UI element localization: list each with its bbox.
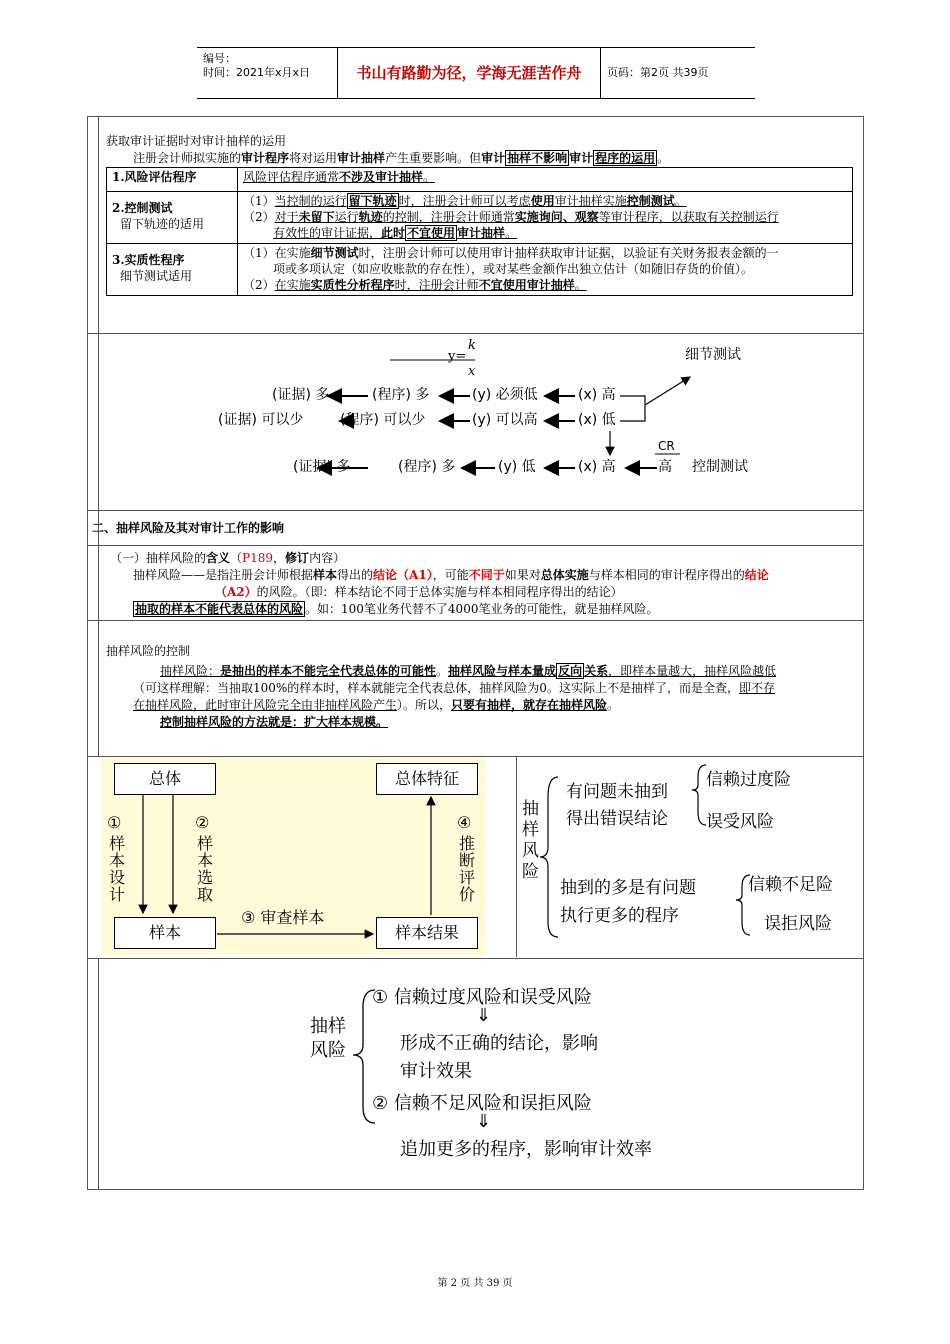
table-row	[107, 244, 853, 296]
s2-p4: 抽取的样本不能代表总体的风险 。如：100笔业务代替不了4000笔业务的可能性，就是抽样风险。	[135, 602, 659, 616]
divider	[87, 545, 864, 546]
step1-num: ①	[107, 813, 122, 832]
r3-procedure: (程序) 多	[398, 459, 456, 475]
formula-y: y=	[448, 349, 467, 364]
r1-x: (x) 高	[578, 387, 616, 403]
r2-procedure: (程序) 可以少	[340, 412, 426, 428]
row-sub: 细节测试适用	[120, 269, 193, 283]
brace-root: 抽样风险	[522, 799, 539, 882]
r3-y: (y) 低	[498, 459, 536, 475]
procedure-table	[106, 167, 853, 296]
branch-b2: 执行更多的程序	[560, 906, 679, 926]
header-time: 时间：2021年x月x日	[203, 66, 311, 79]
branch-b1: 抽到的多是有问题	[560, 878, 696, 898]
cr-high: 高	[658, 459, 672, 475]
s3-l1: 抽样风险：是抽出的样本不能完全代表总体的可能性。抽样风险与样本量成 反向 关系，即样本量越大，抽样风险越低	[160, 664, 777, 678]
branch-a4: 误受风险	[706, 812, 774, 832]
step4-label: 推断评价	[459, 834, 476, 904]
s2-p2: 抽样风险——是指注册会计师根据样本得出的结论（A1），可能不同于如果对总体实施与样本相同的审计程序得出的结论	[133, 568, 769, 582]
page-footer: 第 2 页 共 39 页	[437, 1278, 513, 1289]
page-header	[197, 47, 755, 99]
item-1: ① 信赖过度风险和误受风险	[372, 987, 592, 1008]
branch-a1: 有问题未抽到	[566, 782, 668, 802]
header-info	[197, 48, 337, 98]
row-text: （1）在实施细节测试时，注册会计师可以使用审计抽样获取审计证据，以验证有关财务报表金额的一 项或多项认定（如应收账款的存在性），或对某些金额作出独立估计（如随旧存货的价值）。 （2）在实施实质性分析程序时，注册会计师不宜使用审计抽样。	[238, 244, 853, 296]
arrow-1: ⇓	[476, 1005, 492, 1026]
item-1-result: 形成不正确的结论，影响	[400, 1033, 598, 1054]
r2-x: (x) 低	[578, 412, 616, 428]
row-label: 1.风险评估程序	[112, 170, 197, 184]
control-test-label: 控制测试	[692, 459, 748, 475]
item-1-result-2: 审计效果	[400, 1061, 472, 1082]
detail-test-label: 细节测试	[685, 347, 741, 363]
r1-evidence: (证据) 多	[272, 387, 330, 403]
step2-num: ②	[195, 813, 210, 832]
header-page: 页码：第2页 共39页	[607, 66, 709, 79]
r2-y: (y) 可以高	[472, 412, 538, 428]
item-2-result: 追加更多的程序，影响审计效率	[400, 1139, 652, 1160]
arrow-2: ⇓	[476, 1111, 492, 1132]
brace2-root-2: 风险	[310, 1040, 346, 1061]
r2-evidence: (证据) 可以少	[218, 412, 304, 428]
branch-a2: 得出错误结论	[566, 809, 668, 829]
divider	[87, 333, 864, 334]
header-motto: 书山有路勤为径，学海无涯苦作舟	[337, 48, 601, 98]
s2-p1: （一）抽样风险的含义（P189，修订内容）	[110, 551, 346, 565]
sample-box: 样本	[114, 917, 216, 949]
divider	[87, 510, 864, 511]
left-margin-line-2	[98, 958, 99, 1190]
s2-p3: （A2）的风险。（即：样本结论不同于总体实施与样本相同程序得出的结论）	[215, 585, 623, 599]
population-box: 总体	[114, 763, 216, 795]
branch-b4: 误拒风险	[764, 914, 832, 934]
risk-evidence-diagram	[200, 335, 820, 507]
step1-label: 样本设计	[109, 834, 126, 904]
section-title: 获取审计证据时对审计抽样的运用	[106, 134, 287, 148]
r1-procedure: (程序) 多	[372, 387, 430, 403]
row-text: 风险评估程序通常不涉及审计抽样。	[238, 168, 853, 192]
table-row	[107, 168, 853, 192]
header-number: 编号：	[203, 52, 236, 65]
section2-title: 二、抽样风险及其对审计工作的影响	[92, 521, 285, 535]
section3-title: 抽样风险的控制	[106, 644, 191, 658]
divider-v	[516, 757, 517, 957]
brace2-root-1: 抽样	[310, 1016, 346, 1037]
s3-l3: 在抽样风险，此时审计风险完全由非抽样风险产生）。所以，只要有抽样，就存在抽样风险。	[133, 698, 620, 712]
cr-label: CR	[658, 439, 675, 453]
row-sub: 留下轨迹的适用	[120, 217, 205, 231]
result-box: 样本结果	[376, 917, 478, 949]
divider	[87, 958, 864, 959]
divider	[87, 620, 864, 621]
sampling-risk-breakdown	[518, 757, 863, 957]
step4-num: ④	[457, 813, 472, 832]
sampling-flow-diagram	[101, 757, 485, 955]
r1-y: (y) 必须低	[472, 387, 538, 403]
branch-a3: 信赖过度险	[706, 770, 791, 790]
branch-b3: 信赖不足险	[748, 875, 833, 895]
row-label: 3.实质性程序	[112, 253, 185, 267]
feature-box: 总体特征	[376, 763, 478, 795]
item-2: ② 信赖不足风险和误拒风险	[372, 1093, 592, 1114]
row-label: 2.控制测试	[112, 201, 173, 215]
step3-label: ③ 审查样本	[241, 908, 325, 927]
r3-x: (x) 高	[578, 459, 616, 475]
formula-k: k	[468, 338, 476, 353]
table-row	[107, 192, 853, 244]
s3-l2: （可这样理解：当抽取100%的样本时，样本就能完全代表总体，抽样风险为0。这实际上不是抽样了，而是全查，即不存	[133, 681, 775, 695]
row-text: （1）当控制的运行 留下轨迹 时，注册会计师可以考虑使用审计抽样实施控制测试。 （2）对于未留下运行轨迹的控制，注册会计师通常实施询问、观察等审计程序，以获取有关控制运行 有效性的审计证据，此时 不宜使用 审计抽样。	[238, 192, 853, 244]
risk-impact-diagram	[300, 975, 720, 1165]
formula-x: x	[468, 364, 476, 379]
step2-label: 样本选取	[197, 834, 214, 904]
divider-v	[98, 333, 99, 510]
r3-evidence: (证据) 多	[293, 459, 351, 475]
section-intro: 注册会计师拟实施的审计程序将对运用审计抽样产生重要影响。但审计 抽样不影响 审计 程序的运用 。	[133, 151, 670, 165]
s3-l4: 控制抽样风险的方法就是：扩大样本规模。	[160, 715, 389, 729]
